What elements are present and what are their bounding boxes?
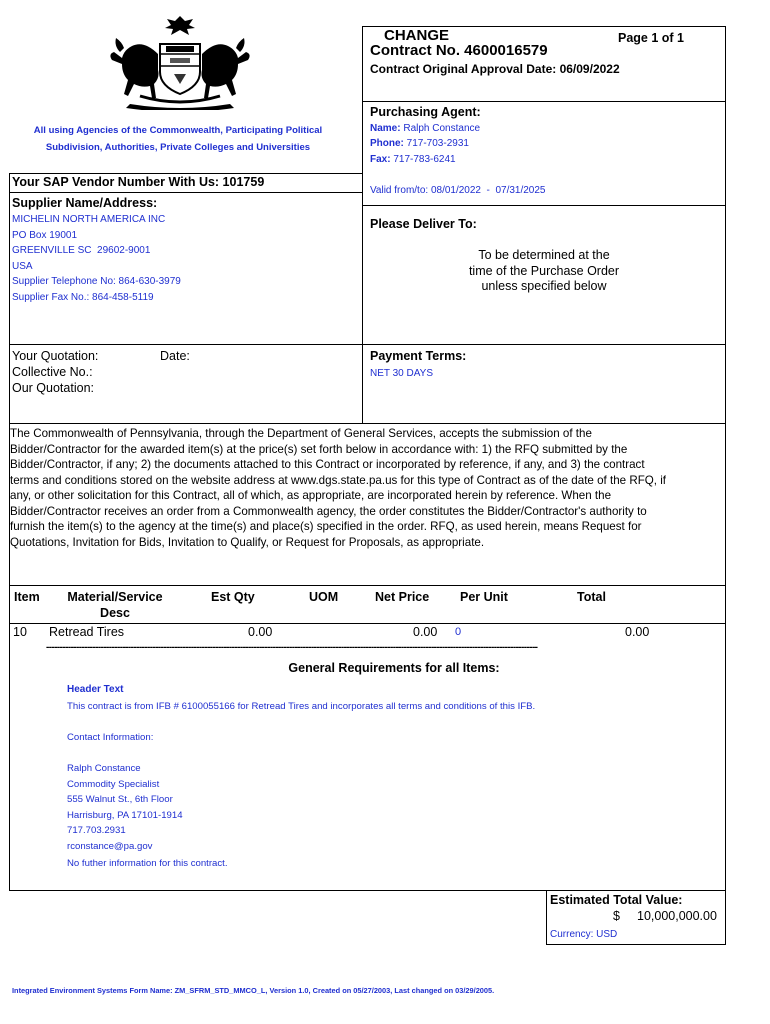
estimated-total-amount: 10,000,000.00	[637, 909, 717, 923]
terms-line: Bidder/Contractor for the awarded item(s) at the price(s) set forth below in accordance with: 1) the RFQ submitted by the	[10, 442, 628, 456]
col-header-material-line1: Material/Service	[67, 590, 163, 604]
row-item: 10	[13, 625, 27, 639]
contact-title: Commodity Specialist	[67, 778, 160, 790]
supplier-address	[12, 212, 181, 305]
currency-symbol: $	[613, 909, 620, 923]
deliver-to-text	[362, 248, 726, 295]
agent-fax-label: Fax:	[370, 154, 391, 165]
row-net-price: 0.00	[413, 625, 438, 639]
payment-terms-value: NET 30 DAYS	[370, 368, 433, 379]
supplier-telephone: Supplier Telephone No: 864-630-3979	[12, 276, 181, 287]
deliver-line-2: time of the Purchase Order	[468, 263, 620, 278]
row-per-unit: 0	[455, 626, 462, 638]
contact-street: 555 Walnut St., 6th Floor	[67, 794, 173, 805]
supplier-po-box: PO Box 19001	[12, 229, 78, 241]
terms-line: Quotations, Invitation for Bids, Invitation to Qualify, or Request for Proposals, as appropriate.	[10, 535, 485, 549]
supplier-country: USA	[12, 260, 33, 272]
purchasing-agent-title: Purchasing Agent:	[370, 105, 481, 119]
deliver-line-1: To be determined at the	[478, 248, 610, 262]
agencies-line-2: Subdivision, Authorities, Private Colleges and Universities	[45, 142, 311, 153]
pennsylvania-coat-of-arms-logo	[100, 14, 260, 110]
col-header-uom: UOM	[309, 590, 339, 604]
our-quotation-label: Our Quotation:	[12, 381, 94, 395]
change-label: CHANGE	[384, 27, 450, 44]
sap-vendor-number: Your SAP Vendor Number With Us: 101759	[12, 175, 265, 189]
quotation-date-label: Date:	[160, 349, 190, 363]
agent-phone-value: 717-703-2931	[406, 138, 469, 149]
terms-line: terms and conditions stored on the website address at www.dgs.state.pa.us for this type of Contract as of the date of the RFQ, if	[10, 473, 667, 487]
col-header-material	[60, 590, 170, 621]
row-desc: Retread Tires	[49, 625, 125, 639]
deliver-line-3: unless specified below	[481, 279, 607, 293]
table-top-line	[9, 585, 726, 586]
agent-name	[370, 121, 480, 137]
col-header-total: Total	[577, 590, 606, 604]
supplier-fax: Supplier Fax No.: 864-458-5119	[12, 291, 154, 303]
contact-phone: 717.703.2931	[67, 825, 126, 836]
terms-line: furnish the item(s) to the agency at the time(s) and place(s) specified in the order. RFQ, as used herein, means Request for	[10, 520, 642, 533]
supplier-name: MICHELIN NORTH AMERICA INC	[12, 214, 166, 225]
your-quotation-label: Your Quotation:	[12, 349, 99, 363]
header-text-label: Header Text	[67, 684, 124, 695]
contact-details	[67, 761, 183, 854]
terms-line: Bidder/Contractor receives an order from a Commonwealth agency, the order constitutes the Bidder/Contractor's authority to	[10, 504, 647, 518]
collective-no-label: Collective No.:	[12, 365, 93, 379]
supplier-city: GREENVILLE SC 29602-9001	[12, 245, 151, 256]
agent-phone	[370, 136, 469, 152]
col-header-material-line2: Desc	[100, 605, 130, 620]
agent-fax	[370, 152, 456, 168]
terms-line: The Commonwealth of Pennsylvania, through the Department of General Services, accepts the submission of the	[10, 427, 592, 440]
currency-label: Currency: USD	[550, 929, 618, 940]
agent-name-value: Ralph Constance	[403, 123, 481, 134]
contact-name: Ralph Constance	[67, 763, 141, 774]
terms-paragraph	[10, 426, 726, 550]
agent-name-label: Name:	[370, 123, 401, 134]
page-indicator: Page 1 of 1	[618, 31, 684, 45]
agent-phone-label: Phone:	[370, 138, 404, 149]
agencies-text	[10, 122, 346, 156]
payment-terms-title: Payment Terms:	[370, 349, 467, 363]
approval-date: Contract Original Approval Date: 06/09/2022	[370, 62, 620, 76]
row-est-qty: 0.00	[248, 625, 273, 639]
col-header-net-price: Net Price	[375, 590, 430, 604]
col-header-est-qty: Est Qty	[211, 590, 255, 604]
estimated-total-title: Estimated Total Value:	[550, 893, 683, 907]
supplier-title: Supplier Name/Address:	[12, 196, 158, 210]
no-further-info: No futher information for this contract.	[67, 858, 228, 869]
agencies-line-1: All using Agencies of the Commonwealth, Participating Political	[33, 125, 323, 136]
agent-fax-value: 717-783-6241	[393, 154, 456, 165]
row-total: 0.00	[625, 625, 650, 639]
general-requirements-title: General Requirements for all Items:	[288, 661, 500, 675]
col-header-per-unit: Per Unit	[460, 590, 508, 604]
valid-dates: Valid from/to: 08/01/2022 - 07/31/2025	[370, 185, 546, 196]
terms-line: Bidder/Contractor, if any; 2) the documents attached to this Contract or incorporated by reference, if any, and 3) the contract	[10, 458, 645, 471]
contact-email: rconstance@pa.gov	[67, 840, 153, 852]
deliver-to-title: Please Deliver To:	[370, 217, 477, 231]
contact-information-label: Contact Information:	[67, 732, 154, 743]
row-separator-dashes: ------------------------------------------------------------------------------------------------------------------------------------------------------------------------------------	[46, 642, 538, 653]
form-footer: Integrated Environment Systems Form Name: ZM_SFRM_STD_MMCO_L, Version 1.0, Created on 05/27/2003, Last changed on 03/29/2005.	[12, 986, 495, 995]
col-header-item: Item	[14, 590, 40, 604]
contact-city: Harrisburg, PA 17101-1914	[67, 809, 183, 821]
ifb-statement: This contract is from IFB # 6100055166 for Retread Tires and incorporates all terms and conditions of this IFB.	[67, 701, 536, 712]
row-top-line	[9, 623, 726, 624]
vendor-divider	[9, 192, 363, 193]
contract-number: Contract No. 4600016579	[370, 42, 548, 59]
terms-line: any, or other solicitation for this Contract, all of which, as appropriate, are incorporated herein by reference. When the	[10, 489, 612, 502]
